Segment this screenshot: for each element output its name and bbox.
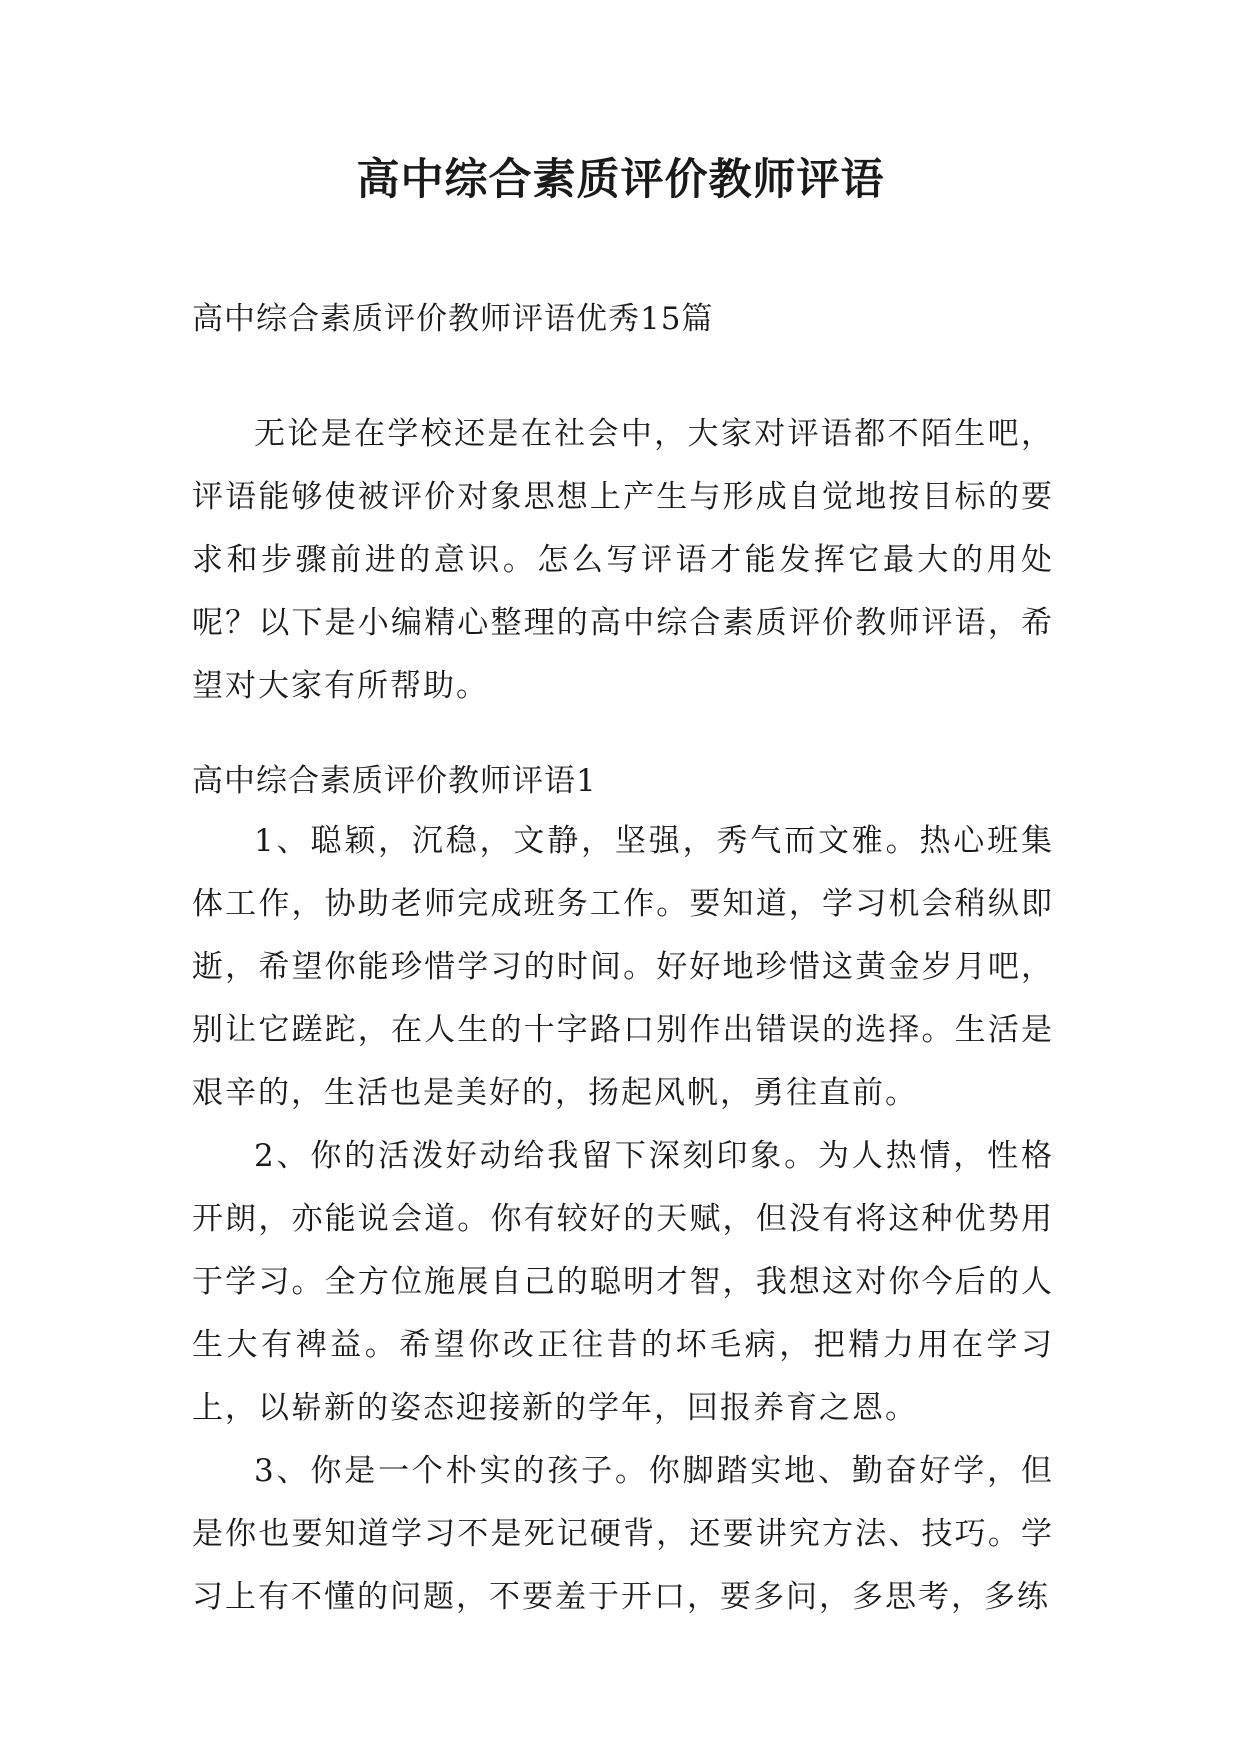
intro-paragraph: 无论是在学校还是在社会中，大家对评语都不陌生吧，评语能够使被评价对象思想上产生与形成自觉地按目标的要求和步骤前进的意识。怎么写评语才能发挥它最大的用处呢？以下是小编精心整理的高中综合素质评价教师评语，希望对大家有所帮助。 <box>192 416 1054 704</box>
comment-paragraph-1: 1、聪颖，沉稳，文静，坚强，秀气而文雅。热心班集体工作，协助老师完成班务工作。要知道，学习机会稍纵即逝，希望你能珍惜学习的时间。好好地珍惜这黄金岁月吧，别让它蹉跎，在人生的十字路口别作出错误的选择。生活是艰辛的，生活也是美好的，扬起风帆，勇往直前。 <box>192 823 1054 1111</box>
document-title: 高中综合素质评价教师评语 <box>356 155 885 205</box>
comment-paragraph-3: 3、你是一个朴实的孩子。你脚踏实地、勤奋好学，但是你也要知道学习不是死记硬背，还要讲究方法、技巧。学习上有不懂的问题，不要羞于开口，要多问，多思考，多练 <box>192 1453 1054 1615</box>
comment-paragraph-2: 2、你的活泼好动给我留下深刻印象。为人热情，性格开朗，亦能说会道。你有较好的天赋，但没有将这种优势用于学习。全方位施展自己的聪明才智，我想这对你今后的人生大有裨益。希望你改正往昔的坏毛病，把精力用在学习上，以崭新的姿态迎接新的学年，回报养育之恩。 <box>192 1138 1054 1426</box>
section-body <box>192 810 1054 1629</box>
document-subtitle: 高中综合素质评价教师评语优秀15篇 <box>192 301 714 337</box>
section-heading: 高中综合素质评价教师评语1 <box>192 763 597 799</box>
